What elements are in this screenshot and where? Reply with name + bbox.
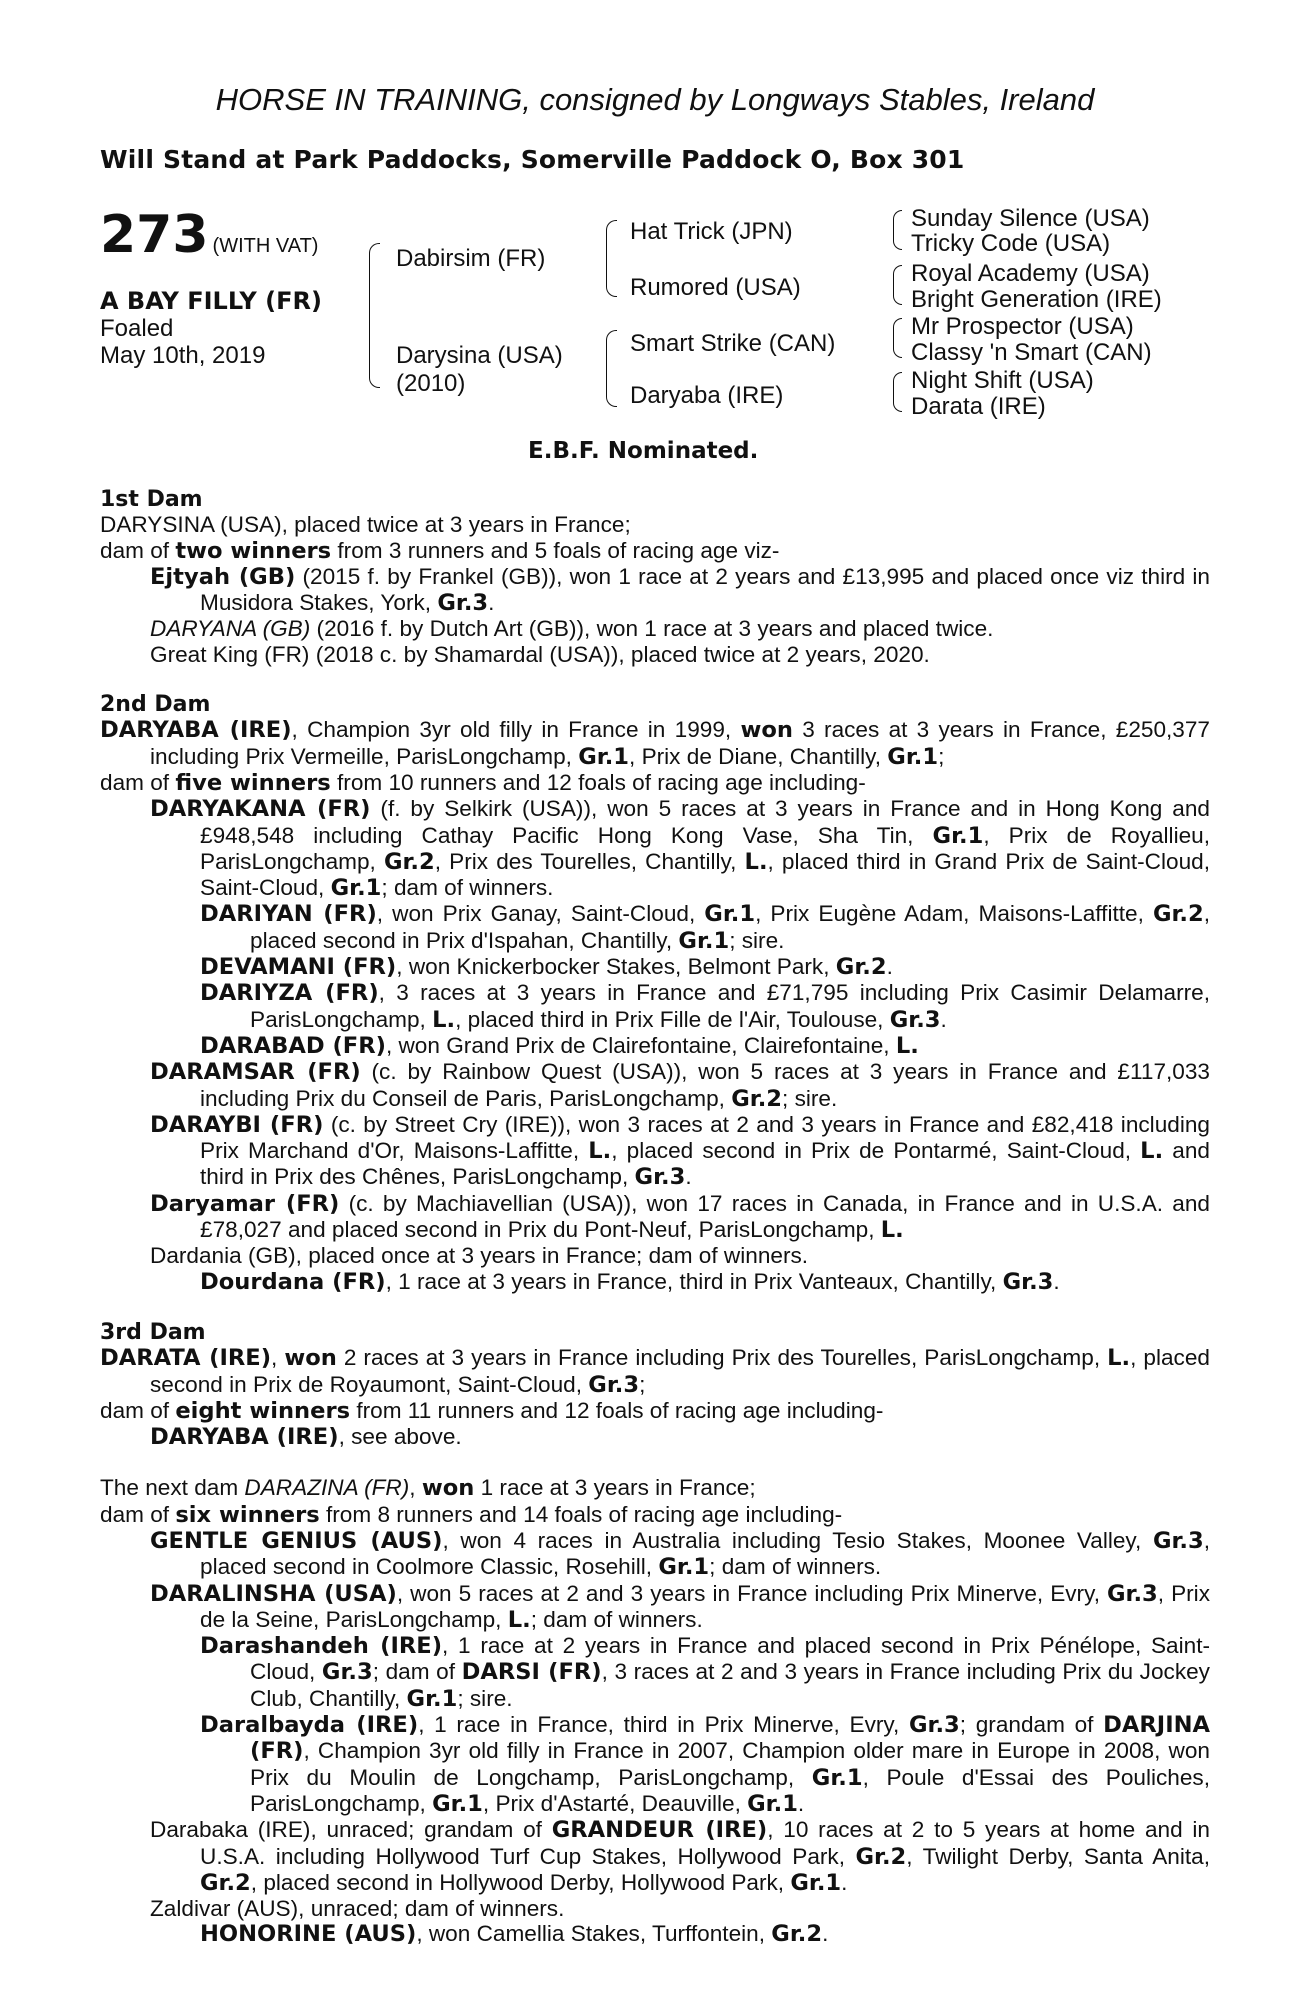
list-item: GENTLE GENIUS (AUS), won 4 races in Australia including Tesio Stakes, Moonee Valley, Gr.3, placed second in Coolmore Classic, Rosehill, Gr.1; dam of winners.: [150, 1527, 1210, 1581]
ggp-3: Royal Academy (USA): [911, 260, 1150, 287]
second-dam-produce: dam of five winners from 10 runners and 12 foals of racing age including-: [100, 769, 866, 796]
third-dam-heading: 3rd Dam: [100, 1319, 206, 1345]
next-dam-line: The next dam DARAZINA (FR), won 1 race at 3 years in France;: [100, 1475, 756, 1502]
pedigree-bracket-dam: [606, 330, 617, 407]
list-item: DARYABA (IRE), see above.: [150, 1424, 462, 1451]
list-item: Dardania (GB), placed once at 3 years in France; dam of winners.: [150, 1243, 809, 1269]
list-item: DARYAKANA (FR) (f. by Selkirk (USA)), won 5 races at 3 years in France and in Hong Kong and £948,548 including Cathay Pacific Hong Kong Vase, Sha Tin, Gr.1, Prix de Royallieu, ParisLongchamp, Gr.2, Prix des Tourelles, Chantilly, L., placed third in Grand Prix de Saint-Cloud, Saint-Cloud, Gr.1; dam of winners.: [150, 796, 1210, 902]
pedigree-bracket-sire: [606, 220, 617, 297]
list-item: DARALINSHA (USA), won 5 races at 2 and 3 years in France including Prix Minerve, Evry, Gr.3, Prix de la Seine, ParisLongchamp, L.; dam of winners.: [150, 1580, 1210, 1633]
vat-note: (WITH VAT): [212, 235, 319, 257]
ggp-5: Mr Prospector (USA): [911, 313, 1134, 340]
list-item: DEVAMANI (FR), won Knickerbocker Stakes, Belmont Park, Gr.2.: [200, 954, 893, 981]
dam-dam-name: Daryaba (IRE): [630, 382, 784, 409]
ggp-7: Night Shift (USA): [911, 367, 1094, 394]
second-dam-line: DARYABA (IRE), Champion 3yr old filly in France in 1999, won 3 races at 3 years in France, £250,377 including Prix Vermeille, ParisLongchamp, Gr.1, Prix de Diane, Chantilly, Gr.1;: [100, 717, 1210, 770]
dam-sire-name: Smart Strike (CAN): [630, 330, 836, 357]
list-item: Ejtyah (GB) (2015 f. by Frankel (GB)), won 1 race at 2 years and £13,995 and placed once viz third in Musidora Stakes, York, Gr.3.: [150, 563, 1210, 617]
pedigree-notes: [100, 487, 1210, 1948]
lot-number: 273: [100, 205, 209, 265]
second-dam-heading: 2nd Dam: [100, 692, 211, 718]
list-item: Dourdana (FR), 1 race at 3 years in France, third in Prix Vanteaux, Chantilly, Gr.3.: [200, 1268, 1060, 1295]
list-item: Zaldivar (AUS), unraced; dam of winners.: [150, 1896, 565, 1922]
foaled-label: Foaled: [100, 315, 174, 342]
list-item: DARIYZA (FR), 3 races at 3 years in France and £71,795 including Prix Casimir Delamarre, ParisLongchamp, L., placed third in Prix Fille de l'Air, Toulouse, Gr.3.: [200, 980, 1211, 1033]
first-dam-produce: dam of two winners from 3 runners and 5 foals of racing age viz-: [100, 537, 780, 564]
list-item: DARAYBI (FR) (c. by Street Cry (IRE)), won 3 races at 2 and 3 years in France and £82,418 including Prix Marchand d'Or, Maisons-Laffitte, L., placed second in Prix de Pontarmé, Saint-Cloud, L. and third in Prix des Chênes, ParisLongchamp, Gr.3.: [150, 1111, 1210, 1191]
page-title: HORSE IN TRAINING, consigned by Longways Stables, Ireland: [215, 82, 1095, 117]
ggp-6: Classy 'n Smart (CAN): [911, 339, 1152, 366]
pedigree-bracket-ggp1: [893, 210, 902, 250]
ebf-note: E.B.F. Nominated.: [528, 438, 759, 464]
sire-name: Dabirsim (FR): [396, 245, 546, 272]
pedigree-bracket-ggp3: [893, 318, 902, 358]
first-dam-line: DARYSINA (USA), placed twice at 3 years in France;: [100, 512, 631, 538]
next-dam-produce: dam of six winners from 8 runners and 14 foals of racing age including-: [100, 1501, 843, 1528]
ggp-1: Sunday Silence (USA): [911, 205, 1150, 232]
list-item: Daryamar (FR) (c. by Machiavellian (USA)), won 17 races in Canada, in France and in U.S.A. and £78,027 and placed second in Prix du Pont-Neuf, ParisLongchamp, L.: [150, 1190, 1210, 1244]
list-item: DARIYAN (FR), won Prix Ganay, Saint-Cloud, Gr.1, Prix Eugène Adam, Maisons-Laffitte, Gr.2, placed second in Prix d'Ispahan, Chantilly, Gr.1; sire.: [200, 901, 1210, 954]
pedigree-bracket-main: [369, 243, 380, 388]
ggp-2: Tricky Code (USA): [911, 230, 1111, 257]
lot-name: A BAY FILLY (FR): [100, 287, 322, 315]
lot-description: [100, 288, 322, 369]
pedigree-bracket-ggp4: [893, 372, 902, 412]
list-item: DARAMSAR (FR) (c. by Rainbow Quest (USA)), won 5 races at 3 years in France and £117,033 including Prix du Conseil de Paris, ParisLongchamp, Gr.2; sire.: [150, 1059, 1210, 1112]
third-dam-line: DARATA (IRE), won 2 races at 3 years in France including Prix des Tourelles, ParisLongchamp, L., placed second in Prix de Royaumont, Saint-Cloud, Gr.3;: [100, 1345, 1210, 1398]
third-dam-produce: dam of eight winners from 11 runners and 12 foals of racing age including-: [100, 1397, 884, 1424]
foaled-date: May 10th, 2019: [100, 342, 266, 369]
lot-number-block: [100, 205, 318, 265]
location-line: Will Stand at Park Paddocks, Somerville Paddock O, Box 301: [100, 145, 965, 174]
ggp-4: Bright Generation (IRE): [911, 286, 1162, 313]
list-item: Great King (FR) (2018 c. by Shamardal (USA)), placed twice at 2 years, 2020.: [150, 641, 930, 667]
sire-sire-name: Hat Trick (JPN): [630, 218, 793, 245]
first-dam-heading: 1st Dam: [100, 487, 203, 512]
list-item: Darashandeh (IRE), 1 race at 2 years in France and placed second in Prix Pénélope, Saint-Cloud, Gr.3; dam of DARSI (FR), 3 races at 2 and 3 years in France including Prix du Jockey Club, Chantilly, Gr.1; sire.: [200, 1633, 1210, 1712]
list-item: HONORINE (AUS), won Camellia Stakes, Turffontein, Gr.2.: [200, 1921, 829, 1948]
list-item: Daralbayda (IRE), 1 race in France, third in Prix Minerve, Evry, Gr.3; grandam of DARJINA (FR), Champion 3yr old filly in France in 2007, Champion older mare in Europe in 2008, won Prix du Moulin de Longchamp, ParisLongchamp, Gr.1, Poule d'Essai des Pouliches, ParisLongchamp, Gr.1, Prix d'Astarté, Deauville, Gr.1.: [200, 1712, 1211, 1817]
list-item: Darabaka (IRE), unraced; grandam of GRANDEUR (IRE), 10 races at 2 to 5 years at home and in U.S.A. including Hollywood Turf Cup Stakes, Hollywood Park, Gr.2, Twilight Derby, Santa Anita, Gr.2, placed second in Hollywood Derby, Hollywood Park, Gr.1.: [150, 1817, 1210, 1896]
list-item: DARYANA (GB) (2016 f. by Dutch Art (GB)), won 1 race at 3 years and placed twice.: [150, 616, 994, 642]
sire-dam-name: Rumored (USA): [630, 274, 801, 301]
ggp-8: Darata (IRE): [911, 393, 1046, 420]
dam-year: (2010): [396, 370, 466, 397]
list-item: DARABAD (FR), won Grand Prix de Clairefontaine, Clairefontaine, L.: [200, 1032, 919, 1059]
dam-name: Darysina (USA): [396, 342, 563, 369]
pedigree-bracket-ggp2: [893, 265, 902, 305]
